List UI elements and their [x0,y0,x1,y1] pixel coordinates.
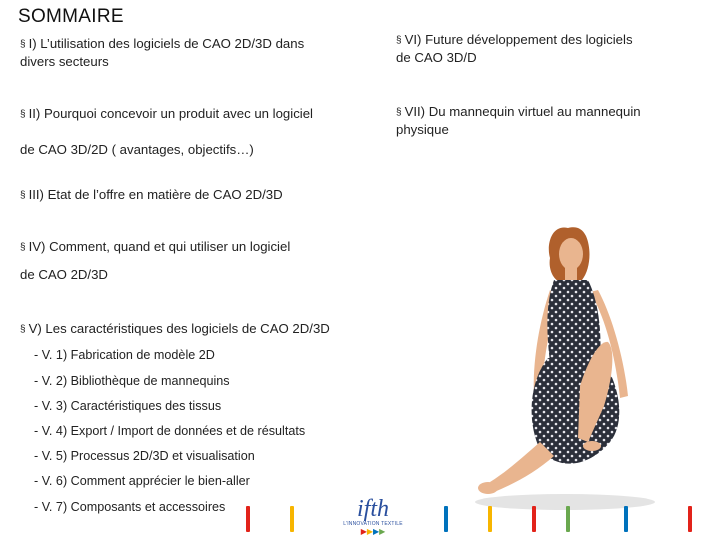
logo-subtext: L’INNOVATION TEXTILE [343,521,403,527]
toc-item-7 [396,103,716,138]
toc-subitem: - V. 1) Fabrication de modèle 2D [34,348,215,362]
decorative-bar [566,506,570,532]
toc-item-1-line1: I) L’utilisation des logiciels de CAO 2D/3D dans [28,36,305,51]
logo-arrows: ▶▶▶▶ [360,527,386,536]
bullet-icon: § [20,39,26,50]
ifth-logo [340,497,406,541]
decorative-bar [688,506,692,532]
toc-subitem: - V. 7) Composants et accessoires [34,500,226,514]
bullet-icon: § [396,35,402,46]
toc-item-7-line2: physique [396,122,449,137]
toc-subitem: - V. 3) Caractéristiques des tissus [34,399,222,413]
toc-item-1-line2: divers secteurs [20,54,109,69]
toc-item-2 [20,105,400,158]
toc-item-5-line1: V) Les caractéristiques des logiciels de CAO 2D/3D [28,321,330,336]
bullet-icon: § [20,324,26,335]
decorative-bar [624,506,628,532]
decorative-bar [488,506,492,532]
toc-item-6 [396,31,706,66]
toc-item-2-line2: de CAO 3D/2D ( avantages, objectifs…) [20,142,254,157]
bullet-icon: § [20,190,26,201]
toc-subitem: - V. 2) Bibliothèque de mannequins [34,374,230,388]
toc-item-2-line1: II) Pourquoi concevoir un produit avec un logiciel [28,106,313,121]
toc-item-7-line1: VII) Du mannequin virtuel au mannequin [404,104,641,119]
toc-subitem: - V. 5) Processus 2D/3D et visualisation [34,449,255,463]
decorative-bar [532,506,536,532]
toc-item-3 [20,186,380,204]
toc-subitem: - V. 4) Export / Import de données et de résultats [34,424,306,438]
toc-item-4-line2: de CAO 2D/3D [20,267,108,282]
decorative-bar [444,506,448,532]
toc-item-1 [20,35,380,70]
toc-item-4 [20,238,380,283]
toc-item-4-line1: IV) Comment, quand et qui utiliser un logiciel [28,239,291,254]
toc-item-3-line1: III) Etat de l’offre en matière de CAO 2D/3D [28,187,283,202]
decorative-bar [246,506,250,532]
toc-item-6-line1: VI) Future développement des logiciels [404,32,633,47]
toc-item-6-line2: de CAO 3D/D [396,50,477,65]
bullet-icon: § [396,107,402,118]
bullet-icon: § [20,109,26,120]
toc-subitem: - V. 6) Comment apprécier le bien-aller [34,474,250,488]
mannequin-illustration [470,210,670,530]
toc-item-5 [20,320,410,338]
bullet-icon: § [20,242,26,253]
page-title: SOMMAIRE [18,6,124,27]
decorative-bar [290,506,294,532]
logo-text: ifth [356,496,389,522]
